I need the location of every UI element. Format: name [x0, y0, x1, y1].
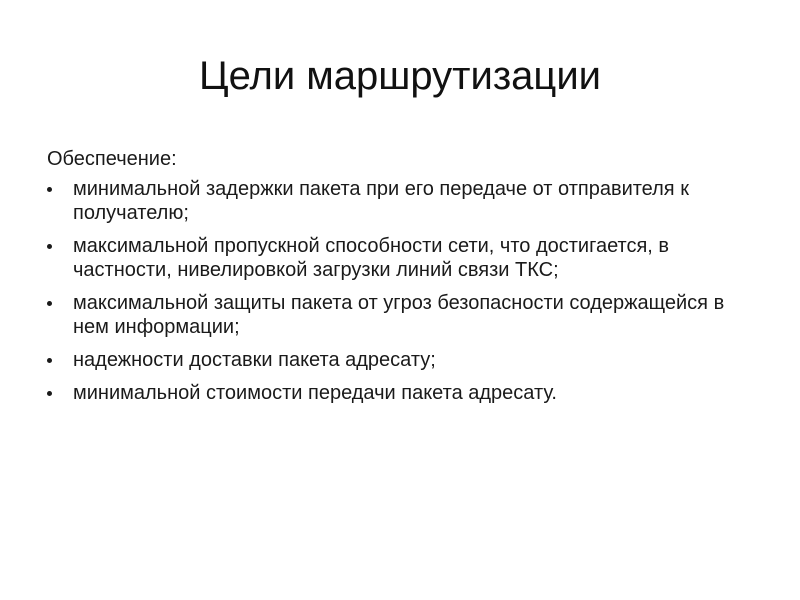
list-item [47, 291, 747, 339]
list-item [47, 177, 747, 225]
list-item-text: максимальной защиты пакета от угроз безопасности содержащейся в нем информации; [73, 292, 725, 338]
list-item [47, 234, 747, 282]
list-item-text: максимальной пропускной способности сети, что достигается, в частности, нивелировкой загрузки линий связи ТКС; [73, 235, 670, 281]
bullet-dot-icon [47, 391, 52, 396]
list-item [47, 348, 747, 372]
bullet-dot-icon [47, 358, 52, 363]
bullet-list [47, 177, 747, 405]
list-item [47, 381, 747, 405]
list-item-text: минимальной задержки пакета при его передаче от отправителя к получателю; [73, 178, 689, 224]
slide-title: Цели маршрутизации [198, 54, 602, 98]
bullet-dot-icon [47, 301, 52, 306]
intro-text: Обеспечение: [47, 148, 177, 170]
slide-body [47, 147, 747, 414]
list-item-text: надежности доставки пакета адресату; [73, 349, 436, 371]
list-item-text: минимальной стоимости передачи пакета адресату. [73, 382, 557, 404]
bullet-dot-icon [47, 187, 52, 192]
bullet-dot-icon [47, 244, 52, 249]
